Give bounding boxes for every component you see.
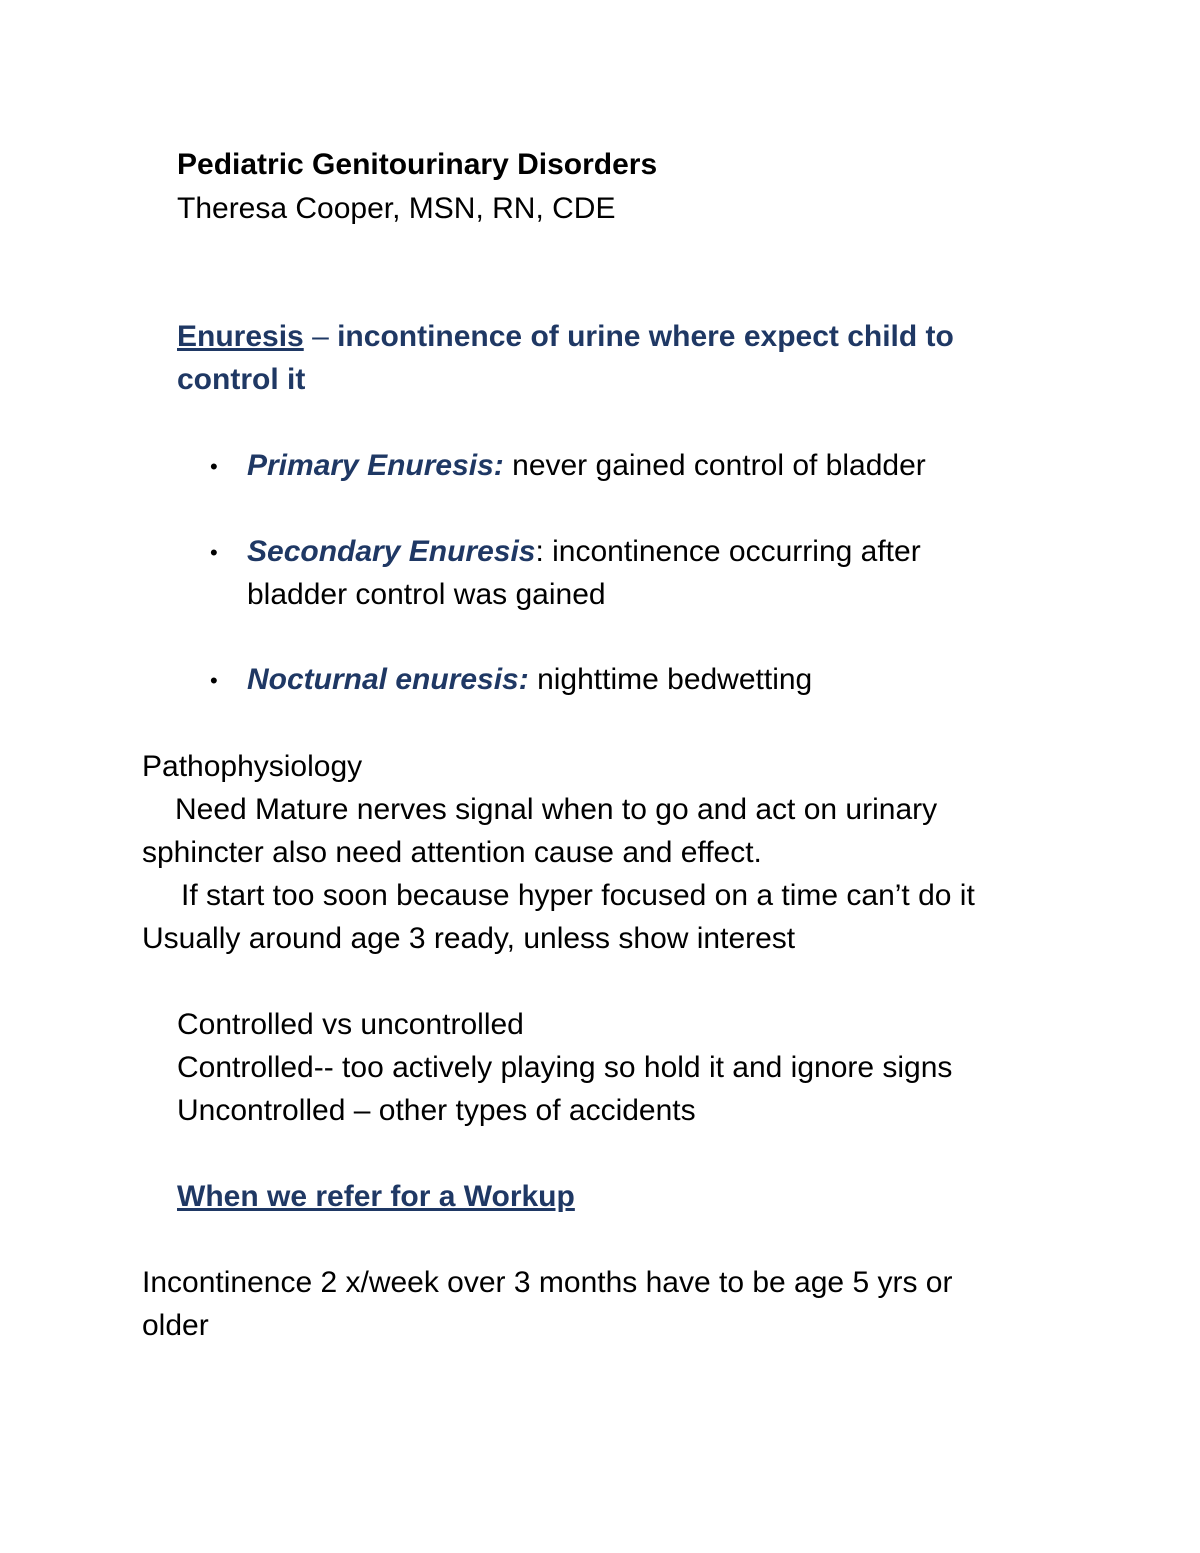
bullet-text: never gained control of bladder xyxy=(503,449,926,482)
bullet-text-continuation: bladder control was gained xyxy=(247,578,606,611)
workup-line: older xyxy=(142,1309,209,1342)
enuresis-definition-line1: incontinence of urine where expect child to xyxy=(337,320,954,353)
pathophysiology-line: Usually around age 3 ready, unless show interest xyxy=(142,922,796,955)
bullet-term: Nocturnal enuresis: xyxy=(247,663,529,696)
workup-line: Incontinence 2 x/week over 3 months have to be age 5 yrs or xyxy=(142,1266,953,1299)
bullet-marker: • xyxy=(210,668,218,693)
workup-heading: When we refer for a Workup xyxy=(177,1180,575,1213)
bullet-item xyxy=(247,451,926,481)
bullet-text: nighttime bedwetting xyxy=(528,663,813,696)
bullet-marker: • xyxy=(210,540,218,565)
bullet-item xyxy=(247,537,921,567)
bullet-item xyxy=(247,665,812,695)
controlled-line: Controlled-- too actively playing so hold it and ignore signs xyxy=(177,1051,953,1084)
pathophysiology-heading: Pathophysiology xyxy=(142,750,363,783)
enuresis-dash: – xyxy=(303,320,338,353)
author-line: Theresa Cooper, MSN, RN, CDE xyxy=(177,192,616,225)
bullet-text: : incontinence occurring after xyxy=(535,535,921,568)
enuresis-definition-line2: control it xyxy=(177,363,306,396)
pathophysiology-line: If start too soon because hyper focused on a time can’t do it xyxy=(181,879,975,912)
controlled-line: Uncontrolled – other types of accidents xyxy=(177,1094,696,1127)
pathophysiology-line: sphincter also need attention cause and effect. xyxy=(142,836,762,869)
bullet-marker: • xyxy=(210,454,218,479)
enuresis-term: Enuresis xyxy=(177,320,304,353)
pathophysiology-line: Need Mature nerves signal when to go and act on urinary xyxy=(175,793,938,826)
enuresis-definition xyxy=(177,322,954,352)
controlled-line: Controlled vs uncontrolled xyxy=(177,1008,524,1041)
document-title: Pediatric Genitourinary Disorders xyxy=(177,148,658,181)
bullet-term: Secondary Enuresis xyxy=(247,535,536,568)
bullet-term: Primary Enuresis: xyxy=(247,449,504,482)
